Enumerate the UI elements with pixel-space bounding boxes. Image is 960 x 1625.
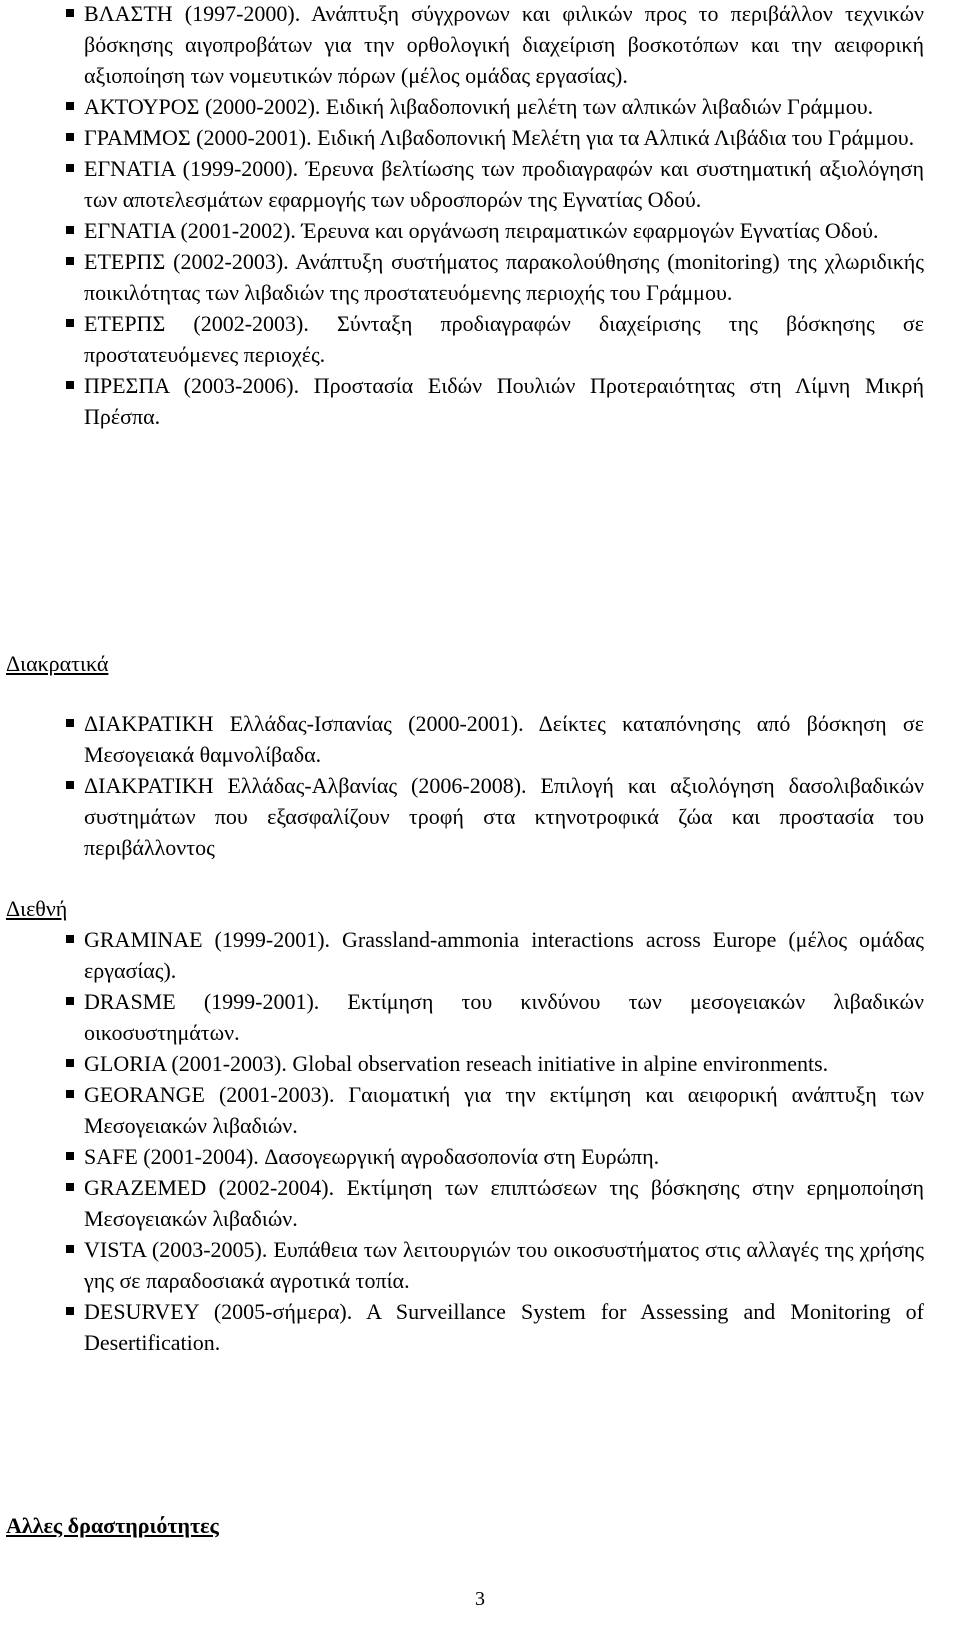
square-bullet-icon <box>66 102 74 110</box>
square-bullet-icon <box>66 257 74 265</box>
project-text: VISTA (2003-2005). Ευπάθεια των λειτουργιών του οικοσυστήματος στις αλλαγές της χρήσης γης σε παραδοσιακά αγροτικά τοπία. <box>84 1237 924 1293</box>
list-item <box>66 924 924 986</box>
square-bullet-icon <box>66 133 74 141</box>
square-bullet-icon <box>66 226 74 234</box>
project-text: ΑΚΤΟΥΡΟΣ (2000-2002). Ειδική λιβαδοπονική μελέτη των αλπικών λιβαδιών Γράμμου. <box>84 94 874 119</box>
project-text: ΔΙΑΚΡΑΤΙΚΗ Ελλάδας-Αλβανίας (2006-2008). Επιλογή και αξιολόγηση δασολιβαδικών συστημάτων που εξασφαλίζουν τροφή στα κτηνοτροφικά ζώα και προστασία του περιβάλλοντος <box>84 773 924 860</box>
project-text: ΕΓΝΑΤΙΑ (1999-2000). Έρευνα βελτίωσης των προδιαγραφών και συστηματική αξιολόγηση των αποτελεσμάτων εφαρμογής των υδροσπορών της Εγνατίας Οδού. <box>84 156 924 212</box>
page-number: 3 <box>475 1588 485 1610</box>
project-text: ΕΤΕΡΠΣ (2002-2003). Ανάπτυξη συστήματος παρακολούθησης (monitoring) της χλωριδικής ποικιλότητας των λιβαδιών της προστατευόμενης περιοχής του Γράμμου. <box>84 249 924 305</box>
project-text: SAFE (2001-2004). Δασογεωργική αγροδασοπονία στη Ευρώπη. <box>84 1144 660 1169</box>
other-activities-heading: Αλλες δραστηριότητες <box>6 1513 219 1538</box>
square-bullet-icon <box>66 9 74 17</box>
square-bullet-icon <box>66 1152 74 1160</box>
square-bullet-icon <box>66 781 74 789</box>
square-bullet-icon <box>66 997 74 1005</box>
list-item <box>66 708 924 770</box>
project-text: ΔΙΑΚΡΑΤΙΚΗ Ελλάδας-Ισπανίας (2000-2001). Δείκτες καταπόνησης από βόσκηση σε Μεσογειακά θαμνολίβαδα. <box>84 711 924 767</box>
project-text: ΠΡΕΣΠΑ (2003-2006). Προστασία Ειδών Πουλιών Προτεραιότητας στη Λίμνη Μικρή Πρέσπα. <box>84 373 924 429</box>
bilateral-projects-list <box>66 708 924 863</box>
list-item <box>66 91 924 122</box>
square-bullet-icon <box>66 935 74 943</box>
list-item <box>66 0 924 91</box>
international-heading: Διεθνή <box>6 896 68 921</box>
list-item <box>66 770 924 863</box>
list-item <box>66 308 924 370</box>
square-bullet-icon <box>66 1090 74 1098</box>
list-item <box>66 153 924 215</box>
square-bullet-icon <box>66 719 74 727</box>
project-text: ΓΡΑΜΜΟΣ (2000-2001). Ειδική Λιβαδοπονική Μελέτη για τα Αλπικά Λιβάδια του Γράμμου. <box>84 125 915 150</box>
project-text: GRAMINAE (1999-2001). Grassland-ammonia interactions across Europe (μέλος ομάδας εργασίας). <box>84 927 924 983</box>
square-bullet-icon <box>66 164 74 172</box>
list-item <box>66 370 924 432</box>
project-text: DESURVEY (2005-σήμερα). A Surveillance System for Assessing and Monitoring of Desertification. <box>84 1299 924 1355</box>
list-item <box>66 1079 924 1141</box>
list-item <box>66 1296 924 1358</box>
project-text: ΒΛΑΣΤΗ (1997-2000). Ανάπτυξη σύγχρονων και φιλικών προς το περιβάλλον τεχνικών βόσκησης αιγοπροβάτων για την ορθολογική διαχείριση βοσκοτόπων και την αειφορική αξιοποίηση των νομευτικών πόρων (μέλος ομάδας εργασίας). <box>84 1 924 88</box>
square-bullet-icon <box>66 1245 74 1253</box>
list-item <box>66 986 924 1048</box>
project-text: GEORANGE (2001-2003). Γαιοματική για την εκτίμηση και αειφορική ανάπτυξη των Μεσογειακών λιβαδιών. <box>84 1082 924 1138</box>
project-text: ΕΓΝΑΤΙΑ (2001-2002). Έρευνα και οργάνωση πειραματικών εφαρμογών Εγνατίας Οδού. <box>84 218 879 243</box>
square-bullet-icon <box>66 381 74 389</box>
greek-projects-list <box>66 0 924 432</box>
list-item <box>66 1141 924 1172</box>
list-item <box>66 1234 924 1296</box>
list-item <box>66 215 924 246</box>
list-item <box>66 1048 924 1079</box>
international-projects-list <box>66 924 924 1358</box>
project-text: DRASME (1999-2001). Εκτίμηση του κινδύνου των μεσογειακών λιβαδικών οικοσυστημάτων. <box>84 989 924 1045</box>
square-bullet-icon <box>66 319 74 327</box>
project-text: ΕΤΕΡΠΣ (2002-2003). Σύνταξη προδιαγραφών διαχείρισης της βόσκησης σε προστατευόμενες περιοχές. <box>84 311 924 367</box>
list-item <box>66 246 924 308</box>
list-item <box>66 1172 924 1234</box>
list-item <box>66 122 924 153</box>
square-bullet-icon <box>66 1307 74 1315</box>
project-text: GLORIA (2001-2003). Global observation reseach initiative in alpine environments. <box>84 1051 829 1076</box>
project-text: GRAZEMED (2002-2004). Εκτίμηση των επιπτώσεων της βόσκησης στην ερημοποίηση Μεσογειακών λιβαδιών. <box>84 1175 924 1231</box>
square-bullet-icon <box>66 1183 74 1191</box>
square-bullet-icon <box>66 1059 74 1067</box>
bilateral-heading: Διακρατικά <box>6 651 109 676</box>
